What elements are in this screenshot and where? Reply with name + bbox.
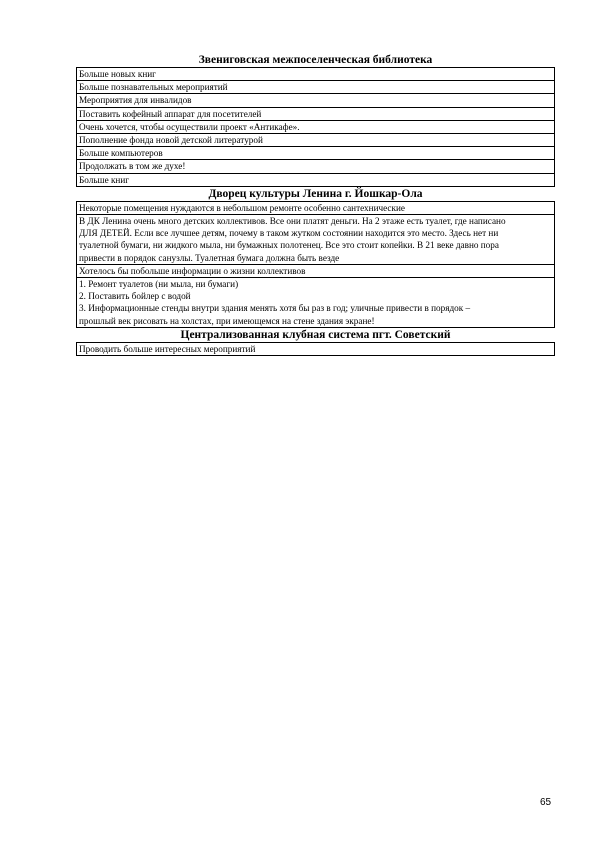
response-text: Поставить кофейный аппарат для посетителей [79,108,262,119]
response-text: прошлый век рисовать на холстах, при имеющемся на стене здания экране! [79,315,375,326]
response-cell [77,173,555,186]
response-text: Хотелось бы побольше информации о жизни коллективов [79,265,306,276]
response-cell [77,215,555,265]
table-row [77,81,555,94]
section-title: Централизованная клубная система пгт. Советский [180,328,451,341]
section-title: Дворец культуры Ленина г. Йошкар-Ола [208,187,423,200]
table-row [77,173,555,186]
response-cell [77,107,555,120]
response-cell [77,201,555,214]
responses-table [76,342,555,356]
responses-table [76,201,555,328]
response-text: ДЛЯ ДЕТЕЙ. Если все лучшее детям, почему в таком жутком состоянии находится это место. Здесь нет ни [79,228,499,239]
response-cell [77,160,555,173]
response-cell [77,278,555,328]
response-text: 3. Информационные стенды внутри здания менять хотя бы раз в год; уличные привести в порядок – [79,303,471,314]
response-text: Очень хочется, чтобы осуществили проект «Антикафе». [79,121,300,132]
responses-table [76,67,555,187]
response-text: Проводить больше интересных мероприятий [79,343,256,354]
response-cell [77,94,555,107]
table-row [77,134,555,147]
table-row [77,201,555,214]
response-text: Пополнение фонда новой детской литературой [79,135,263,146]
response-text: Больше новых книг [79,69,156,79]
response-text: Мероприятия для инвалидов [79,95,192,106]
response-cell [77,342,555,355]
table-row [77,215,555,265]
response-text: Продолжать в том же духе! [79,161,186,172]
response-cell [77,68,555,81]
response-cell [77,120,555,133]
response-cell [77,264,555,277]
table-row [77,342,555,355]
response-cell [77,81,555,94]
response-cell [77,147,555,160]
table-row [77,278,555,328]
section-title: Звениговская межпоселенческая библиотека [198,54,433,66]
table-row [77,264,555,277]
response-text: Больше познавательных мероприятий [79,82,228,93]
response-text: Некоторые помещения нуждаются в небольшом ремонте особенно сантехнические [79,202,405,213]
response-text: привести в порядок санузлы. Туалетная бумага должна быть везде [79,252,340,263]
response-text: 1. Ремонт туалетов (ни мыла, ни бумаги) [79,279,239,290]
table-row [77,94,555,107]
response-text: туалетной бумаги, ни жидкого мыла, ни бумажных полотенец. Все это стоит копейки. В 21 веке давно пора [79,240,499,251]
response-cell [77,134,555,147]
response-text: Больше книг [79,174,130,185]
response-text: Больше компьютеров [79,148,163,159]
page-number: 65 [540,797,552,808]
response-text: В ДК Ленина очень много детских коллективов. Все они платят деньги. На 2 этаже есть туалет, где написано [79,216,506,227]
table-row [77,120,555,133]
table-row [77,160,555,173]
table-row [77,147,555,160]
table-row [77,107,555,120]
table-row [77,68,555,81]
response-text: 2. Поставить бойлер с водой [79,291,191,302]
document-content [76,50,555,356]
